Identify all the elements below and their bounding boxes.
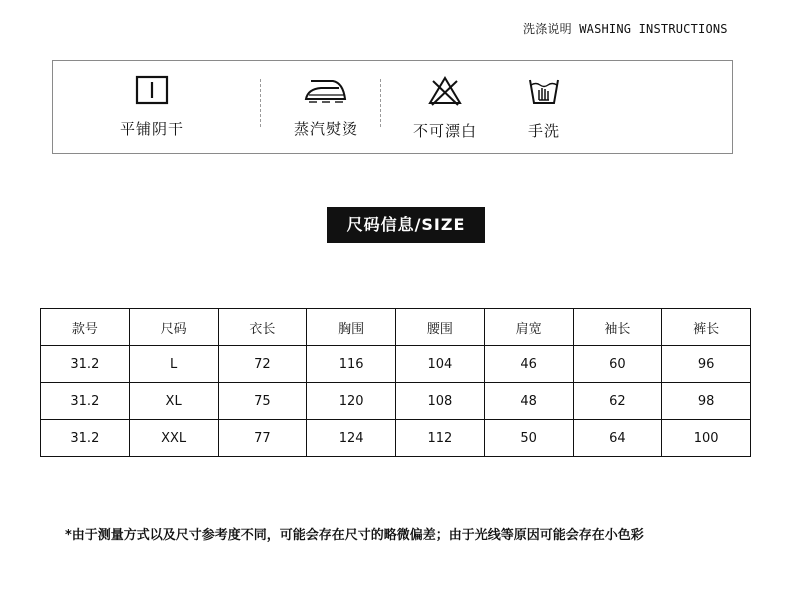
care-label-hand-wash: 手洗 <box>527 122 560 140</box>
divider <box>380 79 381 127</box>
hand-wash-icon <box>527 75 561 107</box>
table-row <box>41 420 751 457</box>
size-chart-table <box>40 308 751 457</box>
no-bleach-icon <box>427 75 463 107</box>
table-cell: 100 <box>662 420 751 457</box>
table-cell: 96 <box>662 346 751 383</box>
steam-iron-icon <box>303 75 349 105</box>
care-instructions-panel <box>52 60 733 154</box>
table-cell: XL <box>129 383 218 420</box>
table-cell: 104 <box>396 346 485 383</box>
table-cell: 116 <box>307 346 396 383</box>
washing-instructions-title: 洗涤说明 WASHING INSTRUCTIONS <box>523 22 728 36</box>
table-cell: 48 <box>484 383 573 420</box>
table-cell: 60 <box>573 346 662 383</box>
header-cell-style-no: 款号 <box>41 309 130 346</box>
care-item-steam-iron <box>271 75 381 139</box>
care-label-no-bleach: 不可漂白 <box>412 122 477 140</box>
table-cell: XXL <box>129 420 218 457</box>
table-cell: 108 <box>396 383 485 420</box>
table-cell: 31.2 <box>41 383 130 420</box>
table-cell: 120 <box>307 383 396 420</box>
table-cell: 31.2 <box>41 420 130 457</box>
care-item-flat-dry <box>97 75 207 139</box>
header-cell-length: 衣长 <box>218 309 307 346</box>
table-cell: 77 <box>218 420 307 457</box>
table-cell: 46 <box>484 346 573 383</box>
table-cell: 64 <box>573 420 662 457</box>
measurement-disclaimer-note: *由于测量方式以及尺寸参考度不同，可能会存在尺寸的略微偏差；由于光线等原因可能会存在小色彩 <box>65 528 644 543</box>
header-cell-sleeve: 袖长 <box>573 309 662 346</box>
header-cell-pants-length: 裤长 <box>662 309 751 346</box>
table-cell: 50 <box>484 420 573 457</box>
header-cell-size: 尺码 <box>129 309 218 346</box>
table-row <box>41 383 751 420</box>
table-cell: 124 <box>307 420 396 457</box>
table-header-row <box>41 309 751 346</box>
divider <box>260 79 261 127</box>
care-label-steam-iron: 蒸汽熨烫 <box>293 120 358 138</box>
header-cell-waist: 腰围 <box>396 309 485 346</box>
table-row <box>41 346 751 383</box>
table-cell: 31.2 <box>41 346 130 383</box>
care-item-no-bleach <box>390 75 500 141</box>
header-cell-shoulder: 肩宽 <box>484 309 573 346</box>
care-item-hand-wash <box>489 75 599 141</box>
table-cell: L <box>129 346 218 383</box>
size-info-banner: 尺码信息/SIZE <box>327 207 485 243</box>
header-cell-bust: 胸围 <box>307 309 396 346</box>
table-cell: 62 <box>573 383 662 420</box>
table-cell: 112 <box>396 420 485 457</box>
table-cell: 75 <box>218 383 307 420</box>
table-cell: 72 <box>218 346 307 383</box>
flat-dry-icon <box>135 75 169 105</box>
table-cell: 98 <box>662 383 751 420</box>
care-label-flat-dry: 平铺阴干 <box>119 120 184 138</box>
